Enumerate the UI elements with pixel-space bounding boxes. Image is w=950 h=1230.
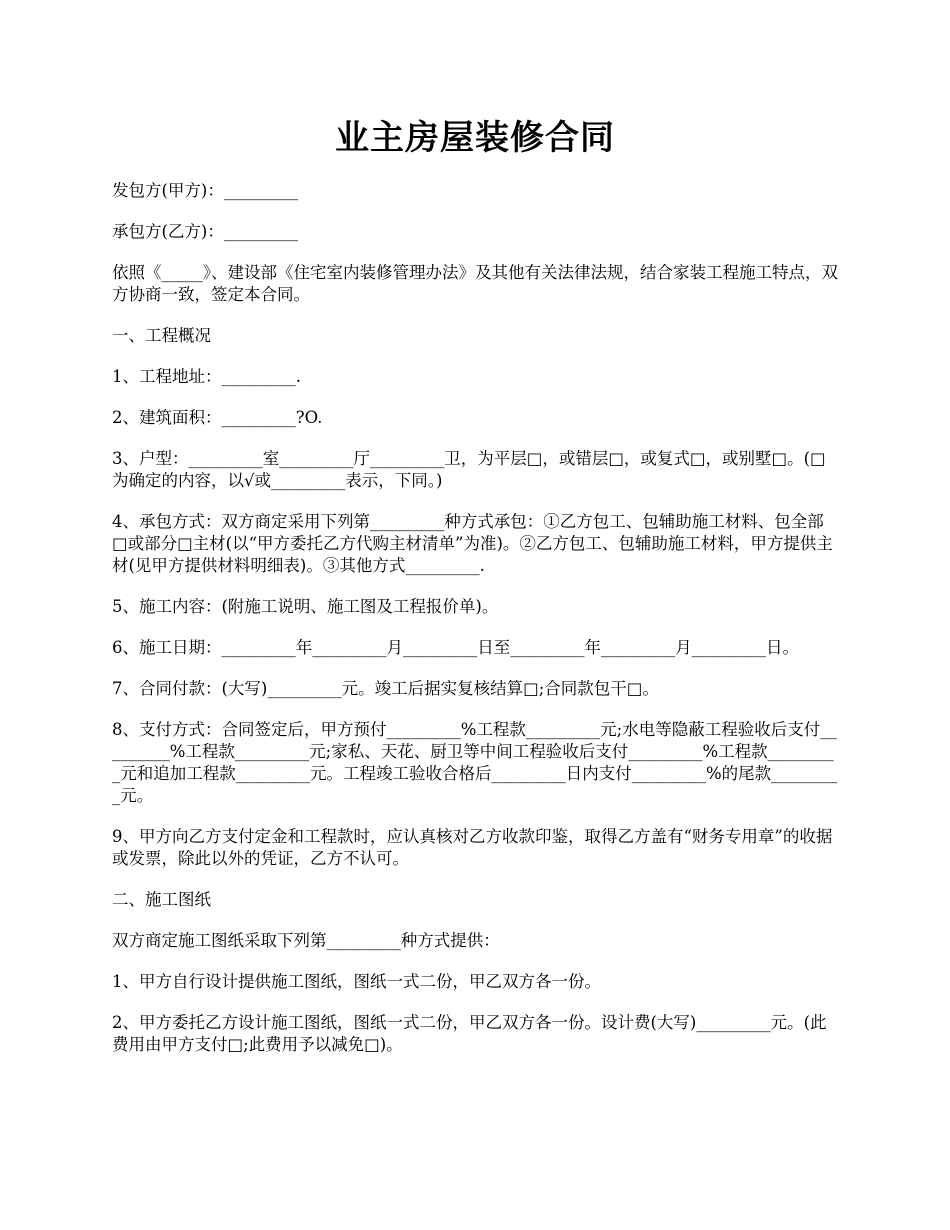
- clause-receipt-verification: 9、甲方向乙方支付定金和工程款时，应认真核对乙方收款印鉴，取得乙方盖有“财务专用章”的收据或发票，除此以外的凭证，乙方不认可。: [112, 827, 833, 868]
- clause-house-type: 3、户型：_________室_________厅_________卫，为平层□，或错层□，或复式□，或别墅□。(□为确定的内容，以√或_________表示，下同。): [112, 449, 826, 490]
- drawings-option-2: 2、甲方委托乙方设计施工图纸，图纸一式二份，甲乙双方各一份。设计费(大写)_________元。(此费用由甲方支付□;此费用予以减免□)。: [112, 1013, 827, 1054]
- clause-contract-payment: 7、合同付款：(大写)_________元。竣工后据实复核结算□;合同款包干□。: [112, 679, 659, 698]
- party-a-line: 发包方(甲方)：_________: [112, 181, 299, 200]
- clause-construction-date: 6、施工日期：_________年_________月_________日至_________年_________月_________日。: [112, 638, 799, 657]
- document-title: 业主房屋装修合同: [335, 118, 615, 158]
- party-b-line: 承包方(乙方)：_________: [112, 222, 299, 241]
- clause-contract-method: 4、承包方式：双方商定采用下列第_________种方式承包：①乙方包工、包辅助施工材料、包全部□或部分□主材(以“甲方委托乙方代购主材清单”为准)。②乙方包工、包辅助施工材料，甲方提供主材(见甲方提供材料明细表)。③其他方式_________.: [112, 512, 833, 575]
- clause-construction-content: 5、施工内容：(附施工说明、施工图及工程报价单)。: [112, 597, 499, 616]
- clause-payment-method: 8、支付方式：合同签定后，甲方预付_________%工程款_________元;水电等隐蔽工程验收后支付_________%工程款_________元;家私、天花、厨卫等中间工程验收后支付_________%工程款_________元和追加工程款_________元。工程竣工验收合格后_________日内支付_________%的尾款_________元。: [112, 720, 838, 805]
- drawings-option-1: 1、甲方自行设计提供施工图纸，图纸一式二份，甲乙双方各一份。: [112, 972, 601, 991]
- preamble-paragraph: 依照《_____》、建设部《住宅室内装修管理办法》及其他有关法律法规，结合家装工程施工特点，双方协商一致，签定本合同。: [112, 263, 838, 304]
- section-heading-project-overview: 一、工程概况: [112, 326, 211, 345]
- document-body: [112, 180, 838, 1056]
- section-heading-construction-drawings: 二、施工图纸: [112, 890, 211, 909]
- clause-building-area: 2、建筑面积：_________?O.: [112, 408, 323, 427]
- drawings-method-line: 双方商定施工图纸采取下列第_________种方式提供：: [112, 931, 500, 950]
- clause-project-address: 1、工程地址：_________.: [112, 367, 301, 386]
